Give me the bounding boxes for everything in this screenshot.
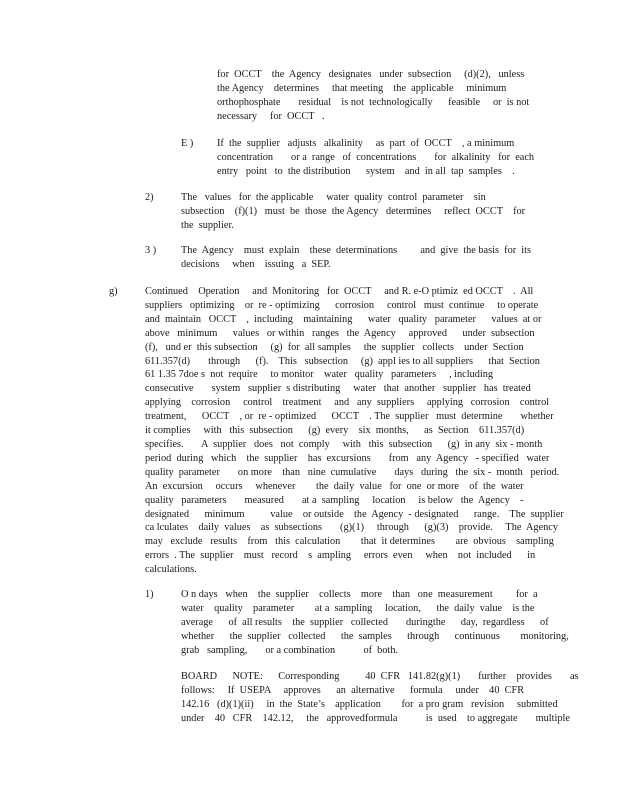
item-g1-marker: 1) [145,589,154,600]
item-g1-paragraph [181,588,569,658]
text-line: orthophosphate residual is not technologically feasible or is not [217,96,530,108]
continuation-paragraph [217,68,529,124]
text-line: If the supplier adjusts alkalinity as part of OCCT , a minimum [217,138,515,149]
text-line: errors . The supplier must record s ampling errors even when not included in [145,550,536,562]
text-line: water quality parameter at a sampling location, the daily value is the [181,602,535,614]
text-line: period during which the supplier has excursions from any Agency - specified water [145,452,550,464]
text-line: specifies. A supplier does not comply with this subsection (g) in any six - month [145,438,543,450]
text-line: above minimum values or within ranges the Agency approved under subsection [145,327,535,339]
text-line: decisions when issuing a SEP. [181,258,331,270]
text-line: An excursion occurs whenever the daily value for one or more of the water [145,480,524,492]
item-e-paragraph [217,137,534,179]
text-line: grab sampling, or a combination of both. [181,644,399,656]
text-line: O n days when the supplier collects more than one measurement for a [181,589,538,600]
text-line: may exclude results from this calculation that it determines are obvious sampling [145,536,554,548]
text-line: 61 1.35 7doe s not require to monitor water quality parameters , including [145,369,494,381]
text-line: under 40 CFR 142.12, the approvedformula is used to aggregate multiple [181,712,570,724]
text-line: Continued Operation and Monitoring for OCCT and R. e-O ptimiz ed OCCT . All [145,286,534,297]
text-line: designated minimum value or outside the Agency - designated range. The supplier [145,508,564,520]
text-line: the supplier. [181,219,234,231]
text-line: concentration or a range of concentrations for alkalinity for each [217,151,535,163]
text-line: average of all results the supplier collected duringthe day, regardless of [181,616,549,628]
text-line: necessary for OCCT . [217,110,325,122]
text-line: ca lculates daily values as subsections (g)(1) through (g)(3) provide. The Agency [145,522,559,534]
item-2-marker: 2) [145,192,154,203]
section-g-marker: g) [109,286,118,297]
text-line: quality parameters measured at a sampling location is below the Agency - [145,494,524,506]
text-line: subsection (f)(1) must be those the Agency determines reflect OCCT for [181,205,526,217]
text-line: whether the supplier collected the samples through continuous monitoring, [181,630,569,642]
board-note [181,670,579,726]
text-line: and maintain OCCT , including maintaining water quality parameter values at or [145,313,542,325]
text-line: (f), und er this subsection (g) for all samples the supplier collects under Section [145,341,524,353]
item-e-marker: E ) [181,138,194,149]
text-line: 611.357(d) through (f). This subsection (g) appl ies to all suppliers that Section [145,355,540,367]
text-line: BOARD NOTE: Corresponding 40 CFR 141.82(g)(1) further provides as [181,671,579,682]
item-2-paragraph [181,191,525,233]
text-line: applying corrosion control treatment and any suppliers applying corrosion control [145,397,550,409]
text-line: suppliers optimizing or re - optimizing corrosion control must continue to operate [145,299,539,311]
text-line: the Agency determines that meeting the applicable minimum [217,82,507,94]
text-line: calculations. [145,564,197,576]
section-g-paragraph [145,285,564,577]
item-3-paragraph [181,244,531,272]
text-line: The Agency must explain these determinations and give the basis for its [181,245,532,256]
text-line: entry point to the distribution system and in all tap samples . [217,165,515,177]
text-line: follows: If USEPA approves an alternative formula under 40 CFR [181,684,525,696]
text-line: treatment, OCCT , or re - optimized OCCT . The supplier must determine whether [145,411,554,423]
text-line: quality parameter on more than nine cumulative days during the six - month period. [145,466,560,478]
text-line: consecutive system supplier s distributing water that another supplier has treated [145,383,531,395]
text-line: for OCCT the Agency designates under subsection (d)(2), unless [217,69,525,80]
text-line: it complies with this subsection (g) every six months, as Section 611.357(d) [145,425,525,437]
text-line: 142.16 (d)(1)(ii) in the State’s application for a pro gram revision submitted [181,698,558,710]
item-3-marker: 3 ) [145,245,157,256]
text-line: The values for the applicable water quality control parameter sin [181,192,486,203]
